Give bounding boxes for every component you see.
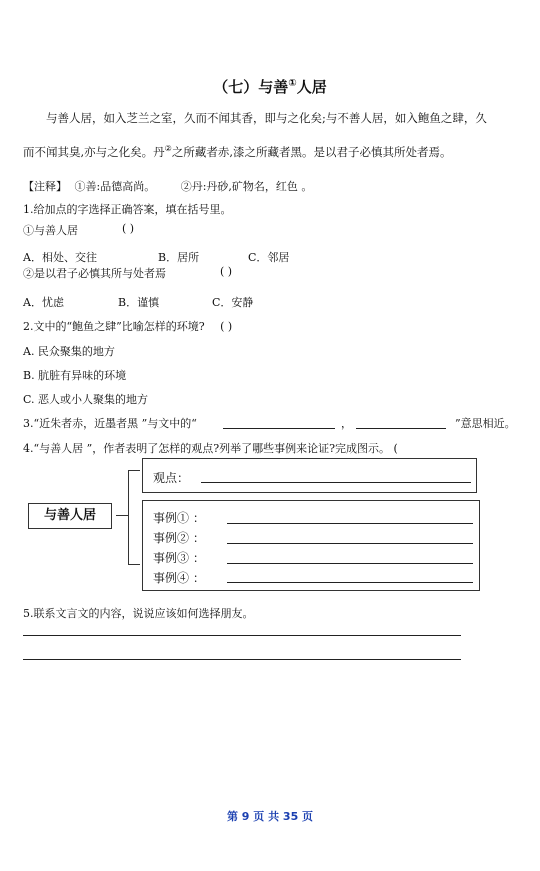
passage-note-mark: ② xyxy=(164,144,172,154)
passage-line-2a: 而不闻其臭,亦与之化矣。丹 xyxy=(23,145,165,159)
q5-answer-line-1[interactable] xyxy=(23,635,461,636)
diagram-root-label: 与善人居 xyxy=(43,508,96,523)
page-footer: 第 9 页 共 35 页 xyxy=(226,810,314,823)
q2-option-a: A. 民众聚集的地方 xyxy=(23,345,115,358)
example-3-blank[interactable] xyxy=(227,563,473,564)
note-2: ②丹:丹砂,矿物名，红色 。 xyxy=(180,180,313,193)
note-1: ①善:品德高尚。 xyxy=(74,180,156,193)
q3-part-b: ， xyxy=(341,417,352,430)
example-4-blank[interactable] xyxy=(227,582,473,583)
q2-stem-text: 2.文中的“鲍鱼之肆”比喻怎样的环境? xyxy=(23,320,205,333)
q5-stem: 5.联系文言文的内容，说说应该如何选择朋友。 xyxy=(23,607,254,620)
passage-line-2b: 之所藏者赤,漆之所藏者黑。是以君子必慎其所处者焉。 xyxy=(171,145,452,159)
q1-stem: 1.给加点的字选择正确答案，填在括号里。 xyxy=(23,203,232,216)
q1-sub1-option-b: B．居所 xyxy=(158,251,200,264)
diagram-brace-bottom xyxy=(128,564,140,565)
viewpoint-blank[interactable] xyxy=(201,482,471,483)
passage-line-1: 与善人居，如入芝兰之室，久而不闻其香，即与之化矣;与不善人居，如入鲍鱼之肆，久 xyxy=(46,111,487,125)
diagram-brace-top xyxy=(128,470,140,471)
q1-sub2-option-a: A．忧虑 xyxy=(23,296,64,309)
q2-option-c: C. 恶人或小人聚集的地方 xyxy=(23,393,149,406)
diagram-connector xyxy=(116,515,128,516)
notes xyxy=(23,178,312,194)
title-pre: （七）与善 xyxy=(213,78,289,96)
q2-stem xyxy=(23,318,232,334)
page-title xyxy=(0,76,540,97)
q1-sub1-answer-paren[interactable]: ( ) xyxy=(122,222,135,235)
q3-part-c: ”意思相近。 xyxy=(455,417,516,430)
q2-answer-paren[interactable]: ( ) xyxy=(220,320,233,333)
q3-part-a: 3.“近朱者赤，近墨者黑 ”与文中的“ xyxy=(23,417,197,430)
q1-sub2-option-b: B．谨慎 xyxy=(118,296,160,309)
example-3-label: 事例③ ： xyxy=(153,551,205,565)
examples-box xyxy=(142,500,480,591)
q1-sub2: ②是以君子必慎其所与处者焉 xyxy=(23,267,166,280)
example-2-blank[interactable] xyxy=(227,543,473,544)
viewpoint-label: 观点： xyxy=(153,471,190,485)
viewpoint-box xyxy=(142,458,477,493)
title-post: 人居 xyxy=(296,78,327,96)
q3-blank-2[interactable] xyxy=(356,428,446,429)
q1-sub1-option-a: A．相处、交往 xyxy=(23,251,97,264)
title-note-mark: ① xyxy=(288,78,297,89)
passage-line-2 xyxy=(23,144,451,160)
diagram-root-box xyxy=(28,503,112,529)
notes-label: 【注释】 xyxy=(23,180,67,193)
example-1-label: 事例① ： xyxy=(153,511,205,525)
q1-sub1-option-c: C．邻居 xyxy=(248,251,290,264)
example-4-label: 事例④ ： xyxy=(153,571,205,585)
example-1-blank[interactable] xyxy=(227,523,473,524)
q1-sub2-answer-paren[interactable]: ( ) xyxy=(220,265,233,278)
diagram-brace xyxy=(128,470,129,565)
q5-answer-line-2[interactable] xyxy=(23,659,461,660)
q2-option-b: B. 肮脏有异味的环境 xyxy=(23,369,127,382)
example-2-label: 事例② ： xyxy=(153,531,205,545)
q1-sub1: ①与善人居 xyxy=(23,224,78,237)
q4-stem: 4.“与善人居 ”，作者表明了怎样的观点?列举了哪些事例来论证?完成图示。 ( xyxy=(23,442,398,455)
q3-blank-1[interactable] xyxy=(223,428,335,429)
q1-sub2-option-c: C．安静 xyxy=(212,296,254,309)
